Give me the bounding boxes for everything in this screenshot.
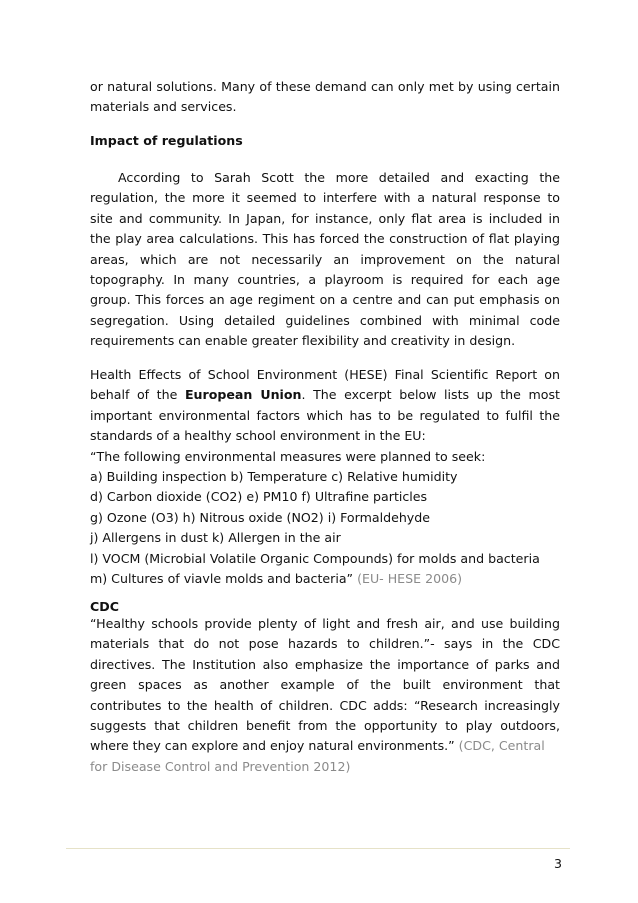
footer-divider — [66, 848, 570, 849]
section-heading-cdc: CDC — [90, 599, 119, 614]
text-line: According to Sarah Scott the more detailed and exacting the — [118, 170, 560, 185]
text-line: site and community. In Japan, for instance, only flat area is included in — [90, 210, 560, 226]
text-line: important environmental factors which has to be regulated to fulfil the — [90, 407, 560, 423]
text-fragment: . The excerpt below lists up the most — [301, 387, 560, 403]
text-line: materials that do not pose hazards to children.”- says in the CDC — [90, 636, 560, 652]
quote-line — [90, 569, 560, 589]
text-line: group. This forces an age regiment on a centre and can put emphasis on — [90, 292, 560, 308]
quote-line: a) Building inspection b) Temperature c) Relative humidity — [90, 469, 458, 485]
text-fragment: where they can explore and enjoy natural environments.” — [90, 738, 455, 754]
text-line — [90, 385, 560, 405]
text-line: areas, which are not necessarily an improvement on the natural — [90, 251, 560, 267]
text-fragment: behalf of the — [90, 387, 185, 403]
text-line: directives. The Institution also emphasize the importance of parks and — [90, 656, 560, 672]
citation-eu-hese: (EU- HESE 2006) — [353, 571, 463, 587]
quote-line: d) Carbon dioxide (CO2) e) PM10 f) Ultrafine particles — [90, 489, 428, 505]
section-heading-regulations: Impact of regulations — [90, 133, 243, 148]
quote-line: “The following environmental measures were planned to seek: — [90, 448, 486, 464]
quote-line: l) VOCM (Microbial Volatile Organic Compounds) for molds and bacteria — [90, 550, 540, 566]
quote-line: j) Allergens in dust k) Allergen in the air — [90, 530, 341, 546]
regulations-paragraph — [90, 168, 560, 352]
text-line: “Healthy schools provide plenty of light and fresh air, and use building — [90, 616, 560, 631]
text-line: Health Effects of School Environment (HESE) Final Scientific Report on — [90, 367, 560, 382]
hese-paragraph — [90, 365, 560, 589]
text-line: suggests that children benefit from the opportunity to play outdoors, — [90, 718, 560, 734]
text-line: segregation. Using detailed guidelines combined with minimal code — [90, 312, 560, 328]
text-fragment: m) Cultures of viavle molds and bacteria” — [90, 571, 354, 587]
text-line: the play area calculations. This has forced the construction of flat playing — [90, 231, 560, 247]
text-line: topography. In many countries, a playroom is required for each age — [90, 272, 560, 288]
cdc-paragraph — [90, 614, 560, 777]
text-line: requirements can enable greater flexibility and creativity in design. — [90, 333, 516, 349]
text-line: regulation, the more it seemed to interfere with a natural response to — [90, 190, 560, 206]
bold-term-european-union: European Union — [184, 387, 302, 403]
text-line: standards of a healthy school environment in the EU: — [90, 428, 426, 444]
text-line: green spaces as another example of the built environment that — [90, 677, 560, 693]
text-line: contributes to the health of children. CDC adds: “Research increasingly — [90, 697, 560, 713]
citation-cdc-part1: (CDC, Central — [454, 738, 545, 754]
text-line: materials and services. — [90, 99, 237, 115]
text-line — [90, 736, 560, 756]
text-line: or natural solutions. Many of these demand can only met by using certain — [90, 79, 560, 94]
citation-cdc-part2: for Disease Control and Prevention 2012) — [90, 758, 351, 774]
intro-paragraph — [90, 77, 560, 118]
quote-line: g) Ozone (O3) h) Nitrous oxide (NO2) i) Formaldehyde — [90, 509, 430, 525]
page-number: 3 — [553, 856, 562, 871]
